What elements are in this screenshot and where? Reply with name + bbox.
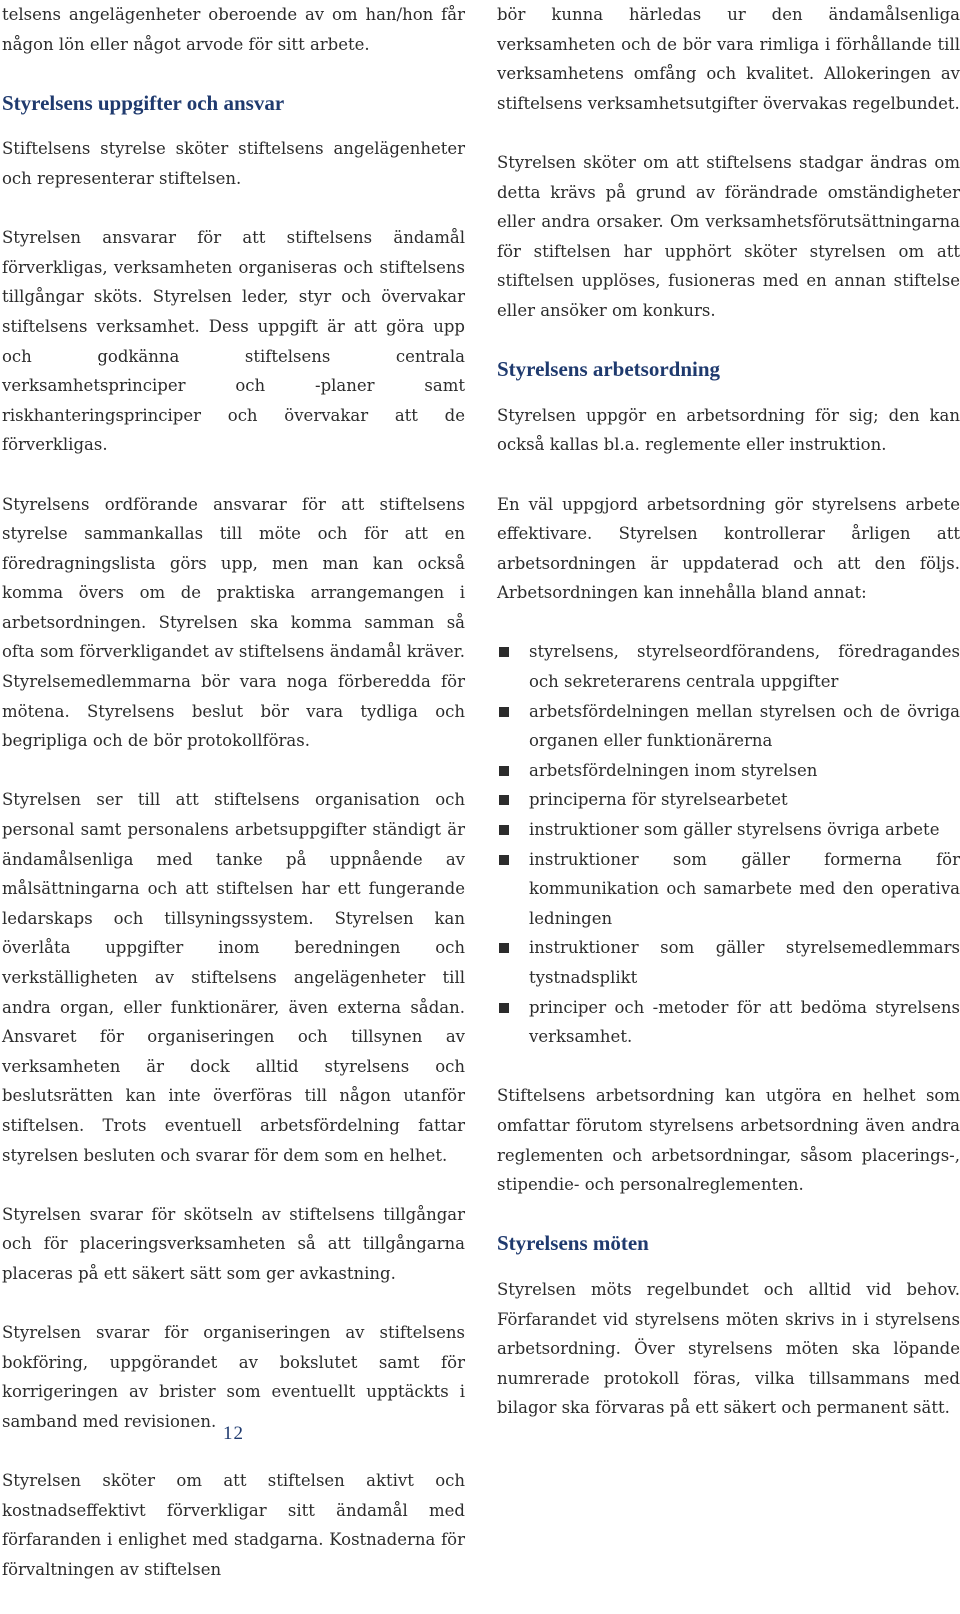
list-item-text: instruktioner som gäller styrelsens övriga arbete [529,820,940,840]
list-item [497,815,960,845]
paragraph: Styrelsen möts regelbundet och alltid vid behov. Förfarandet vid styrelsens möten skrivs in i styrelsens arbetsordning. Över styrelsens möten ska löpande numrerade protokoll föras, vilka tillsammans med bilagor ska förvaras på ett säkert och permanent sätt. [497,1279,960,1418]
list-item [497,637,960,696]
bullet-list [497,637,960,1051]
list-item [497,697,960,756]
paragraph: Stiftelsens arbetsordning kan utgöra en helhet som omfattar förutom styrelsens arbetsordning även andra reglementen och arbetsordningar, såsom placerings-, stipendie- och personalreglementen. [497,1086,960,1195]
left-column [2,0,465,1614]
paragraph: En väl uppgjord arbetsordning gör styrelsens arbete effektivare. Styrelsen kontrollerar årligen att arbetsordningen är uppdaterad och att den följs. Arbetsordningen kan innehålla bland annat: [497,494,960,603]
square-bullet-icon [499,647,509,657]
paragraph: Styrelsen sköter om att stiftelsen aktivt och kostnadseffektivt förverkligar sitt ändamål med förfaranden i enlighet med stadgarna. Kostnaderna för förvaltningen av stiftelsen [2,1471,465,1579]
paragraph: Styrelsen svarar för organiseringen av stiftelsens bokföring, uppgörandet av bokslutet samt för korrigeringen av brister som eventuellt upptäckts i samband med revisionen. [2,1323,465,1431]
square-bullet-icon [499,795,509,805]
paragraph-continuation: bör kunna härledas ur den ändamålsenliga verksamheten och de bör vara rimliga i förhållande till verksamhetens omfång och kvalitet. Allokeringen av stiftelsens verksamhetsutgifter övervakas regelbundet. [497,5,960,113]
page-number: 12 [223,1423,244,1444]
right-column [497,0,960,1453]
paragraph: Styrelsen ser till att stiftelsens organisation och personal samt personalens arbetsuppgifter ständigt är ändamålsenliga med tanke på uppnående av målsättningarna och att stiftelsen har ett fungerande ledarskaps och tillsyningssystem. Styrelsen kan överlåta uppgifter inom beredningen och verkställigheten av stiftelsens angelägenheter till andra organ, eller funktionärer, även externa sådan. Ansvaret för organiseringen och tillsynen av verksamheten är dock alltid styrelsens och beslutsrätten kan inte överföras till någon utanför stiftelsen. Trots eventuell arbetsfördelning fattar styrelsen besluten och svarar för dem som en helhet. [2,790,465,1165]
paragraph: Styrelsen ansvarar för att stiftelsens ändamål förverkligas, verksamheten organiseras och stiftelsens tillgångar sköts. Styrelsen leder, styr och övervakar stiftelsens verksamhet. Dess uppgift är att göra upp och godkänna stiftelsens centrala verksamhetsprinciper och -planer samt riskhanteringsprinciper och övervakar att de förverkligas. [2,228,465,455]
heading-styrelsens-moten: Styrelsens möten [497,1231,649,1256]
square-bullet-icon [499,825,509,835]
list-item [497,933,960,992]
heading-styrelsens-uppgifter: Styrelsens uppgifter och ansvar [2,90,285,115]
list-item [497,756,960,786]
heading-styrelsens-arbetsordning: Styrelsens arbetsordning [497,357,721,382]
list-item-text: arbetsfördelningen mellan styrelsen och de övriga organen eller funktionärerna [529,701,960,751]
square-bullet-icon [499,1003,509,1013]
list-item-text: styrelsens, styrelseordförandens, föredragandes och sekreterarens centrala uppgifter [529,642,960,692]
paragraph: Stiftelsens styrelse sköter stiftelsens angelägenheter och representerar stiftelsen. [2,139,465,188]
paragraph-continuation: telsens angelägenheter oberoende av om han/hon får någon lön eller något arvode för sitt arbete. [2,5,465,54]
square-bullet-icon [499,943,509,953]
square-bullet-icon [499,855,509,865]
list-item-text: principer och -metoder för att bedöma styrelsens verksamhet. [529,997,960,1047]
list-item-text: arbetsfördelningen inom styrelsen [529,760,818,780]
list-item [497,993,960,1052]
list-item [497,845,960,934]
list-item [497,785,960,815]
list-item-text: principerna för styrelsearbetet [529,790,788,810]
paragraph: Styrelsens ordförande ansvarar för att stiftelsens styrelse sammankallas till möte och för att en föredragningslista görs upp, men man kan också komma övers om de praktiska arrangemangen i arbetsordningen. Styrelsen ska komma samman så ofta som förverkligandet av stiftelsens ändamål kräver. Styrelsemedlemmarna bör vara noga förberedda för mötena. Styrelsens beslut bör vara tydliga och begripliga och de bör protokollföras. [2,494,465,751]
paragraph: Styrelsen svarar för skötseln av stiftelsens tillgångar och för placeringsverksamheten så att tillgångarna placeras på ett säkert sätt som ger avkastning. [2,1204,465,1283]
paragraph: Styrelsen sköter om att stiftelsens stadgar ändras om detta krävs på grund av förändrade omständigheter eller andra orsaker. Om verksamhetsförutsättningarna för stiftelsen har upphört sköter styrelsen om att stiftelsen upplöses, fusioneras med en annan stiftelse eller ansöker om konkurs. [497,152,960,320]
list-item-text: instruktioner som gäller styrelsemedlemmars tystnadsplikt [529,938,960,987]
square-bullet-icon [499,707,509,717]
paragraph: Styrelsen uppgör en arbetsordning för sig; den kan också kallas bl.a. reglemente eller instruktion. [497,405,960,455]
list-item-text: instruktioner som gäller formerna för kommunikation och samarbete med den operativa ledningen [529,849,960,928]
square-bullet-icon [499,766,509,776]
